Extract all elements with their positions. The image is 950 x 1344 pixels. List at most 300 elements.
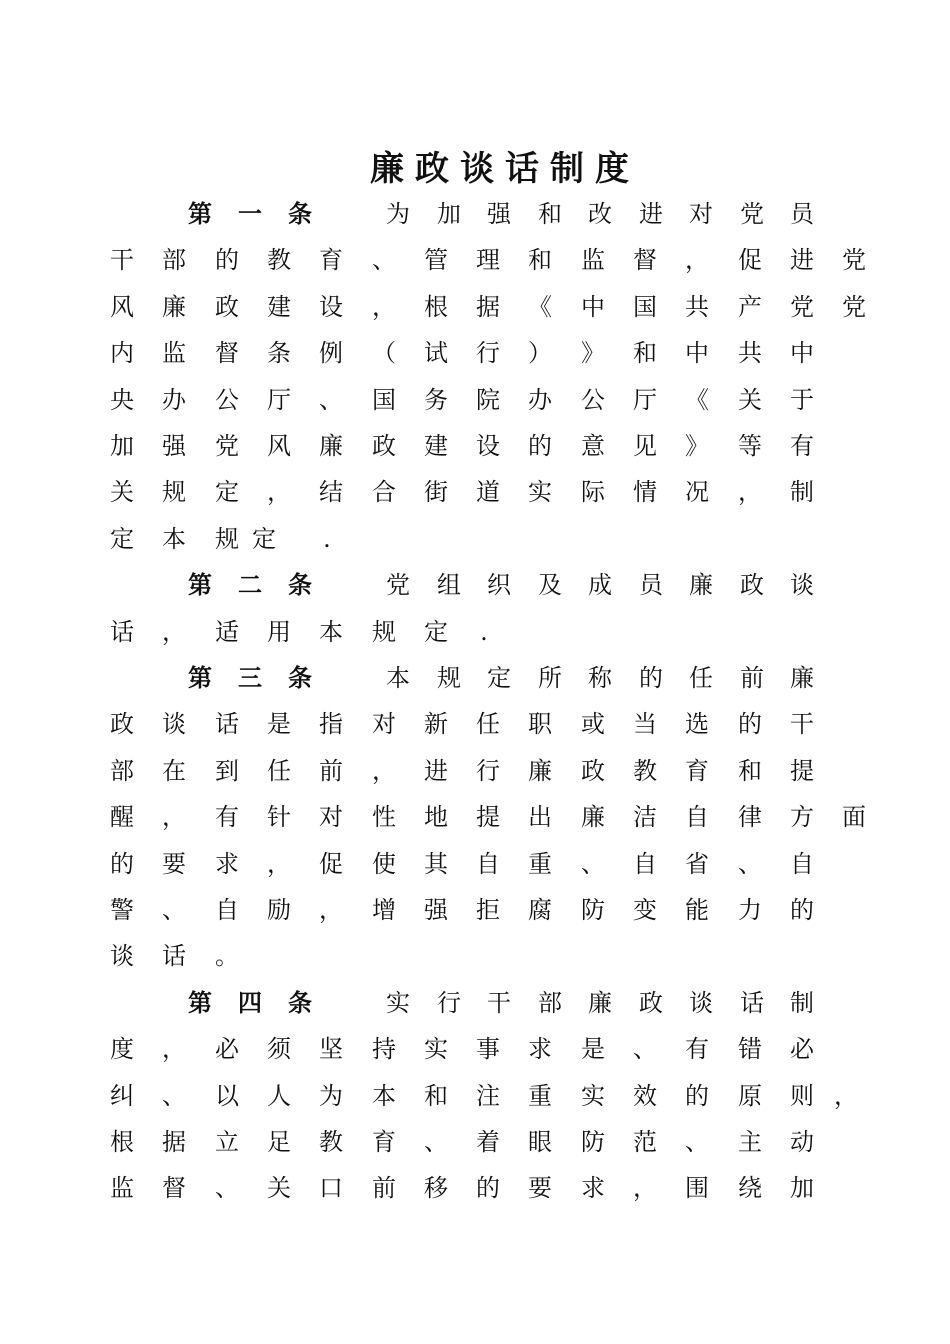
body-line <box>0 1032 950 1066</box>
text-char: 必 <box>215 1035 239 1064</box>
text-char: 例 <box>319 339 343 368</box>
text-char: 成 <box>588 571 612 600</box>
text-char: 、 <box>424 1128 448 1156</box>
text-char: 公 <box>581 385 605 414</box>
text-char: 重 <box>528 849 552 878</box>
text-char: 定 <box>487 664 511 692</box>
text-char: 其 <box>424 849 448 878</box>
label-char: 一 <box>238 200 262 228</box>
text-char: 促 <box>319 849 343 878</box>
text-char: 醒 <box>110 803 134 832</box>
text-char: ， <box>633 1174 657 1203</box>
text-char: 性 <box>372 803 396 832</box>
text-char: 提 <box>790 756 814 785</box>
text-char: 谈 <box>110 942 134 971</box>
text-char: 结 <box>319 478 343 507</box>
text-char: 根 <box>110 1128 134 1156</box>
text-char: 行 <box>437 988 461 1017</box>
text-char: 部 <box>538 988 562 1017</box>
text-char: ， <box>372 756 396 785</box>
text-char: 办 <box>528 385 552 414</box>
text-char: 为 <box>319 1081 343 1110</box>
text-char: 动 <box>790 1128 814 1156</box>
text-char: 则 <box>790 1081 814 1110</box>
text-char: 教 <box>267 246 291 275</box>
text-char: 防 <box>581 896 605 924</box>
text-char: 的 <box>528 432 552 460</box>
text-char: 改 <box>588 200 612 228</box>
text-char: 防 <box>581 1128 605 1156</box>
text-char: 着 <box>476 1128 500 1156</box>
text-char: 国 <box>372 385 396 414</box>
text-char: 以 <box>215 1081 239 1110</box>
text-char: 实 <box>386 988 410 1017</box>
label-char: 第 <box>188 664 212 692</box>
text-char: 称 <box>588 664 612 692</box>
text-char: 、 <box>162 1081 186 1110</box>
text-char: 当 <box>633 710 657 739</box>
text-char: 建 <box>267 292 291 321</box>
text-char: 促 <box>738 246 762 275</box>
text-char: 定 <box>424 617 448 646</box>
text-char: ， <box>162 617 186 646</box>
text-char: 办 <box>162 385 186 414</box>
text-char: 面 <box>842 803 866 832</box>
text-char: 规 <box>372 617 396 646</box>
text-char: 本 <box>319 617 343 646</box>
body-line <box>0 939 950 973</box>
text-char: 强 <box>487 200 511 228</box>
body-line <box>0 475 950 509</box>
text-char: ， <box>162 803 186 832</box>
text-char: 本 <box>386 664 410 692</box>
text-char: 合 <box>372 478 396 507</box>
text-char: 干 <box>790 710 814 739</box>
text-char: 关 <box>738 385 762 414</box>
text-char: 注 <box>476 1081 500 1110</box>
text-char: 关 <box>110 478 134 507</box>
text-char: 眼 <box>528 1128 552 1156</box>
text-char: 干 <box>110 246 134 275</box>
body-line <box>0 893 950 927</box>
text-char: 和 <box>528 246 552 275</box>
label-char: 第 <box>188 988 212 1017</box>
text-char: 中 <box>790 339 814 368</box>
text-char: 有 <box>790 432 814 460</box>
text-char: 持 <box>372 1035 396 1064</box>
text-char: 加 <box>110 432 134 460</box>
text-char: 、 <box>215 1174 239 1203</box>
body-line <box>0 1171 950 1205</box>
text-char: 自 <box>685 803 709 832</box>
text-char: ， <box>319 896 343 924</box>
text-char: 部 <box>110 756 134 785</box>
text-char: 部 <box>162 246 186 275</box>
text-char: 和 <box>738 756 762 785</box>
text-char: 教 <box>319 1128 343 1156</box>
text-char: 在 <box>162 756 186 785</box>
text-char: 管 <box>424 246 448 275</box>
text-char: ， <box>372 292 396 321</box>
text-char: 关 <box>267 1174 291 1203</box>
text-char: 用 <box>267 617 291 646</box>
text-char: 和 <box>633 339 657 368</box>
text-char: 定 <box>215 478 239 507</box>
text-char: 出 <box>528 803 552 832</box>
body-line <box>0 1079 950 1113</box>
text-char: 错 <box>738 1035 762 1064</box>
text-char: 为 <box>386 200 410 228</box>
text-char: 试 <box>424 339 448 368</box>
label-char: 条 <box>288 200 312 228</box>
text-char: 织 <box>487 571 511 600</box>
text-char: 组 <box>437 571 461 600</box>
text-char: 围 <box>685 1174 709 1203</box>
text-char: 或 <box>581 710 605 739</box>
document-title: 廉政谈话制度 <box>370 149 640 189</box>
article-first-line <box>0 986 950 1020</box>
text-char: 员 <box>790 200 814 228</box>
text-char: 任 <box>689 664 713 692</box>
label-char: 条 <box>288 664 312 692</box>
text-char: 谈 <box>689 988 713 1017</box>
text-char: 定 <box>110 524 134 553</box>
text-char: 对 <box>319 803 343 832</box>
text-char: ， <box>834 1081 858 1110</box>
text-char: . <box>323 524 331 553</box>
label-char: 条 <box>288 988 312 1017</box>
text-char: 度 <box>110 1035 134 1064</box>
text-char: 求 <box>528 1035 552 1064</box>
text-char: 《 <box>528 292 552 321</box>
text-char: 廉 <box>162 292 186 321</box>
text-char: 内 <box>110 339 134 368</box>
text-char: 指 <box>319 710 343 739</box>
text-char: 要 <box>528 1174 552 1203</box>
text-char: 洁 <box>633 803 657 832</box>
article-first-line <box>0 568 950 602</box>
text-char: 所 <box>538 664 562 692</box>
text-char: . <box>480 617 488 646</box>
text-char: 对 <box>689 200 713 228</box>
text-char: 、 <box>162 896 186 924</box>
text-char: ， <box>267 478 291 507</box>
body-line <box>0 847 950 881</box>
text-char: 际 <box>581 478 605 507</box>
text-char: 针 <box>267 803 291 832</box>
text-char: 警 <box>110 896 134 924</box>
text-char: 任 <box>267 756 291 785</box>
text-char: 自 <box>633 849 657 878</box>
text-char: 据 <box>476 292 500 321</box>
text-char: 励 <box>267 896 291 924</box>
text-char: 拒 <box>476 896 500 924</box>
text-char: 的 <box>738 710 762 739</box>
text-char: 廉 <box>581 803 605 832</box>
body-line <box>0 754 950 788</box>
text-char: 、 <box>685 1128 709 1156</box>
text-char: 制 <box>790 988 814 1017</box>
text-char: 实 <box>528 478 552 507</box>
text-char: 是 <box>267 710 291 739</box>
text-char: 范 <box>633 1128 657 1156</box>
text-char: 立 <box>215 1128 239 1156</box>
text-char: 增 <box>372 896 396 924</box>
text-char: 进 <box>639 200 663 228</box>
text-char: 政 <box>110 710 134 739</box>
text-char: 政 <box>740 571 764 600</box>
body-line <box>0 522 950 556</box>
text-char: 能 <box>685 896 709 924</box>
text-char: 产 <box>738 292 762 321</box>
text-char: 道 <box>476 478 500 507</box>
text-char: 律 <box>738 803 762 832</box>
text-char: 制 <box>790 478 814 507</box>
text-char: 到 <box>215 756 239 785</box>
text-char: 实 <box>424 1035 448 1064</box>
text-char: 选 <box>685 710 709 739</box>
text-char: 国 <box>633 292 657 321</box>
text-char: 党 <box>215 432 239 460</box>
text-char: ） <box>528 339 552 368</box>
text-char: 中 <box>581 292 605 321</box>
text-char: 条 <box>267 339 291 368</box>
text-char: 督 <box>215 339 239 368</box>
text-char: 况 <box>685 478 709 507</box>
text-char: 足 <box>267 1128 291 1156</box>
text-char: 主 <box>738 1128 762 1156</box>
text-char: 政 <box>581 756 605 785</box>
body-line <box>0 800 950 834</box>
text-char: 政 <box>215 292 239 321</box>
text-char: 》 <box>685 432 709 460</box>
text-char: 求 <box>581 1174 605 1203</box>
text-char: 口 <box>319 1174 343 1203</box>
label-char: 条 <box>288 571 312 600</box>
text-char: 廉 <box>319 432 343 460</box>
text-char: 强 <box>162 432 186 460</box>
text-char: 育 <box>319 246 343 275</box>
text-char: 加 <box>790 1174 814 1203</box>
label-char: 二 <box>238 571 262 600</box>
text-char: 谈 <box>162 710 186 739</box>
text-char: 、 <box>319 385 343 414</box>
text-char: 有 <box>685 1035 709 1064</box>
text-char: 效 <box>633 1081 657 1110</box>
text-char: 的 <box>215 246 239 275</box>
text-char: 央 <box>110 385 134 414</box>
text-char: 公 <box>215 385 239 414</box>
text-char: 厅 <box>633 385 657 414</box>
body-line <box>0 336 950 370</box>
text-char: 强 <box>424 896 448 924</box>
text-char: 腐 <box>528 896 552 924</box>
text-char: 督 <box>633 246 657 275</box>
text-char: 院 <box>476 385 500 414</box>
body-line <box>0 290 950 324</box>
text-char: 规 <box>437 664 461 692</box>
text-char: 政 <box>639 988 663 1017</box>
text-char: 廉 <box>528 756 552 785</box>
text-char: 话 <box>110 617 134 646</box>
body-line <box>0 707 950 741</box>
text-char: 和 <box>424 1081 448 1110</box>
text-char: 须 <box>267 1035 291 1064</box>
text-char: 有 <box>215 803 239 832</box>
text-char: 行 <box>476 756 500 785</box>
label-char: 四 <box>238 988 262 1017</box>
text-char: 定 <box>252 524 276 553</box>
text-char: 等 <box>738 432 762 460</box>
text-char: 行 <box>476 339 500 368</box>
text-char: 共 <box>738 339 762 368</box>
text-char: 话 <box>215 710 239 739</box>
text-char: 人 <box>267 1081 291 1110</box>
text-char: 、 <box>633 1035 657 1064</box>
text-char: 理 <box>476 246 500 275</box>
text-char: 设 <box>476 432 500 460</box>
text-char: 要 <box>162 849 186 878</box>
text-char: 前 <box>372 1174 396 1203</box>
text-char: ， <box>162 1035 186 1064</box>
text-char: 任 <box>476 710 500 739</box>
text-char: 廉 <box>790 664 814 692</box>
text-char: 方 <box>790 803 814 832</box>
text-char: 和 <box>538 200 562 228</box>
text-char: 见 <box>633 432 657 460</box>
text-char: 新 <box>424 710 448 739</box>
text-char: 风 <box>267 432 291 460</box>
text-char: 力 <box>738 896 762 924</box>
label-char: 三 <box>238 664 262 692</box>
text-char: ， <box>738 478 762 507</box>
text-char: 党 <box>386 571 410 600</box>
text-char: 规 <box>162 478 186 507</box>
text-char: 本 <box>372 1081 396 1110</box>
text-char: 使 <box>372 849 396 878</box>
text-char: ， <box>685 246 709 275</box>
body-line <box>0 383 950 417</box>
text-char: 事 <box>476 1035 500 1064</box>
text-char: 自 <box>476 849 500 878</box>
text-char: 前 <box>740 664 764 692</box>
text-char: 监 <box>110 1174 134 1203</box>
text-char: 前 <box>319 756 343 785</box>
text-char: 自 <box>790 849 814 878</box>
article-first-line <box>0 197 950 231</box>
text-char: 、 <box>738 849 762 878</box>
text-char: 建 <box>424 432 448 460</box>
text-char: 员 <box>639 571 663 600</box>
text-char: 加 <box>437 200 461 228</box>
text-char: 的 <box>476 1174 500 1203</box>
text-char: 求 <box>215 849 239 878</box>
body-line <box>0 429 950 463</box>
text-char: 中 <box>685 339 709 368</box>
text-char: 据 <box>162 1128 186 1156</box>
text-char: （ <box>372 339 396 368</box>
text-char: 党 <box>740 200 764 228</box>
text-char: 纠 <box>110 1081 134 1110</box>
text-char: 及 <box>538 571 562 600</box>
text-char: 干 <box>487 988 511 1017</box>
text-char: ， <box>267 849 291 878</box>
label-char: 第 <box>188 571 212 600</box>
text-char: 进 <box>424 756 448 785</box>
text-char: 地 <box>424 803 448 832</box>
text-char: 提 <box>476 803 500 832</box>
text-char: 的 <box>790 896 814 924</box>
article-first-line <box>0 661 950 695</box>
text-char: 意 <box>581 432 605 460</box>
text-char: 对 <box>372 710 396 739</box>
text-char: 党 <box>842 246 866 275</box>
text-char: 教 <box>633 756 657 785</box>
text-char: 设 <box>319 292 343 321</box>
text-char: 育 <box>685 756 709 785</box>
text-char: 进 <box>790 246 814 275</box>
text-char: 绕 <box>738 1174 762 1203</box>
text-char: 务 <box>424 385 448 414</box>
text-char: 政 <box>372 432 396 460</box>
text-char: 党 <box>790 292 814 321</box>
text-char: 于 <box>790 385 814 414</box>
text-char: 街 <box>424 478 448 507</box>
body-line <box>0 243 950 277</box>
text-char: 廉 <box>689 571 713 600</box>
text-char: 话 <box>740 988 764 1017</box>
text-char: 廉 <box>588 988 612 1017</box>
text-char: 变 <box>633 896 657 924</box>
text-char: 自 <box>215 896 239 924</box>
text-char: 党 <box>842 292 866 321</box>
text-char: 督 <box>162 1174 186 1203</box>
text-char: 谈 <box>790 571 814 600</box>
text-char: 适 <box>215 617 239 646</box>
text-char: 、 <box>372 246 396 275</box>
text-char: 是 <box>581 1035 605 1064</box>
text-char: 情 <box>633 478 657 507</box>
text-char: 的 <box>639 664 663 692</box>
text-char: 。 <box>215 942 239 971</box>
text-char: 职 <box>528 710 552 739</box>
text-char: 厅 <box>267 385 291 414</box>
text-char: 必 <box>790 1035 814 1064</box>
text-char: 重 <box>528 1081 552 1110</box>
text-char: 根 <box>424 292 448 321</box>
text-char: 共 <box>685 292 709 321</box>
text-char: 育 <box>372 1128 396 1156</box>
text-char: 坚 <box>319 1035 343 1064</box>
text-char: 原 <box>738 1081 762 1110</box>
text-char: 移 <box>424 1174 448 1203</box>
text-char: 、 <box>581 849 605 878</box>
text-char: 话 <box>162 942 186 971</box>
label-char: 第 <box>188 200 212 228</box>
text-char: 省 <box>685 849 709 878</box>
text-char: 规 <box>215 524 239 553</box>
body-line <box>0 615 950 649</box>
text-char: 监 <box>581 246 605 275</box>
text-char: 《 <box>685 385 709 414</box>
text-char: 风 <box>110 292 134 321</box>
text-char: 实 <box>581 1081 605 1110</box>
text-char: 的 <box>110 849 134 878</box>
text-char: 》 <box>581 339 605 368</box>
text-char: 的 <box>685 1081 709 1110</box>
body-line <box>0 1125 950 1159</box>
text-char: 本 <box>162 524 186 553</box>
